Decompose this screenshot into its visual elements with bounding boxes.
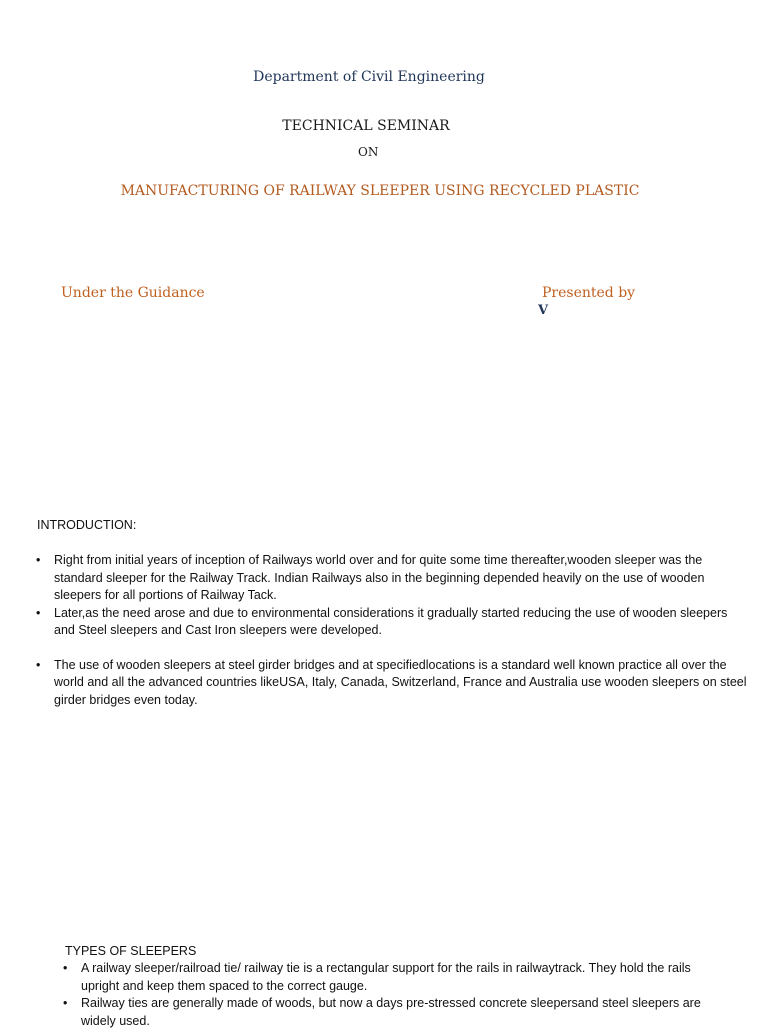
presenter-name: V [538, 303, 549, 318]
on-label: ON [358, 145, 379, 159]
types-bullet: • Railway ties are generally made of woods, but now a days pre-stressed concrete sleepersand steel sleepers are widely used. [63, 995, 713, 1030]
types-of-sleepers-list [63, 960, 713, 1030]
introduction-bullet: • Later,as the need arose and due to environmental considerations it gradually started reducing the use of wooden sleepers and Steel sleepers and Cast Iron sleepers were developed. [36, 605, 751, 640]
guidance-label: Under the Guidance [61, 285, 205, 301]
introduction-bullet: • Right from initial years of inception of Railways world over and for quite some time thereafter,wooden sleeper was the standard sleeper for the Railway Track. Indian Railways also in the beginning depended heavily on the use of wooden sleepers for all portions of Railway Tack. [36, 552, 751, 605]
introduction-heading: INTRODUCTION: [37, 518, 137, 532]
introduction-list [36, 552, 751, 709]
introduction-bullet: • The use of wooden sleepers at steel girder bridges and at specifiedlocations is a standard well known practice all over the world and all the advanced countries likeUSA, Italy, Canada, Switzerland, France and Australia use wooden sleepers on steel girder bridges even today. [36, 657, 751, 710]
department-title: Department of Civil Engineering [253, 69, 485, 85]
seminar-topic: MANUFACTURING OF RAILWAY SLEEPER USING RECYCLED PLASTIC [120, 183, 640, 199]
presented-by-label: Presented by [542, 285, 636, 301]
types-of-sleepers-heading: TYPES OF SLEEPERS [65, 944, 197, 958]
types-bullet: • A railway sleeper/railroad tie/ railway tie is a rectangular support for the rails in railwaytrack. They hold the rails upright and keep them spaced to the correct gauge. [63, 960, 713, 995]
seminar-label: TECHNICAL SEMINAR [282, 118, 450, 134]
